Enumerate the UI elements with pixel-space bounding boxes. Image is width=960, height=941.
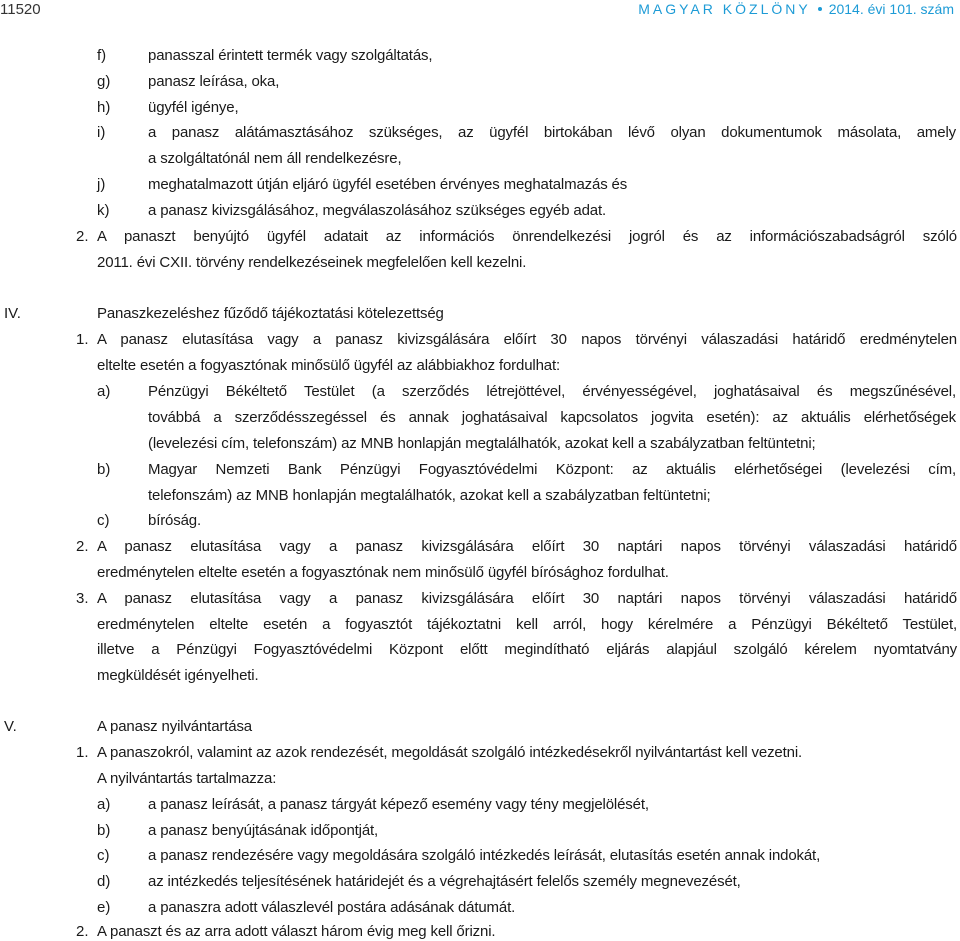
item-label: f) xyxy=(97,47,107,64)
item-text: a panasz alátámasztásához szükséges, az ügyfél birtokában lévő olyan dokumentumok másolata, amely xyxy=(148,124,956,141)
paragraph-text: eredménytelen eltelte esetén a fogyasztót tájékoztatni kell arról, hogy kérelmére a Pénzügyi Békéltető Testület, xyxy=(97,616,957,633)
page-number: 11520 xyxy=(0,1,41,18)
item-text: panasz leírása, oka, xyxy=(148,73,280,90)
paragraph-text: illetve a Pénzügyi Fogyasztóvédelmi Központ előtt megindítható eljárás alapjául szolgáló kérelem nyomtatvány xyxy=(97,641,957,658)
item-label: b) xyxy=(97,822,111,839)
section-heading: Panaszkezeléshez fűződő tájékoztatási kötelezettség xyxy=(97,305,444,322)
item-text: ügyfél igénye, xyxy=(148,99,239,116)
item-text: az intézkedés teljesítésének határidejét és a végrehajtásért felelős személy megnevezését, xyxy=(148,873,741,890)
item-text: a panaszra adott válaszlevél postára adásának dátumát. xyxy=(148,899,516,916)
item-label: c) xyxy=(97,847,110,864)
item-label: g) xyxy=(97,73,111,90)
item-text: (levelezési cím, telefonszám) az MNB honlapján megtalálhatók, azokat kell a szabályzatban feltüntetni; xyxy=(148,435,816,452)
item-text: a panasz benyújtásának időpontját, xyxy=(148,822,379,839)
item-label: d) xyxy=(97,873,111,890)
paragraph-number: 3. xyxy=(76,590,89,607)
item-text: panasszal érintett termék vagy szolgáltatás, xyxy=(148,47,433,64)
section-heading: A panasz nyilvántartása xyxy=(97,718,252,735)
paragraph-number: 2. xyxy=(76,228,89,245)
paragraph-text: eltelte esetén a fogyasztónak minősülő ügyfél az alábbiakhoz fordulhat: xyxy=(97,357,560,374)
paragraph-text: A panasz elutasítása vagy a panasz kivizsgálására előírt 30 naptári napos törvényi válaszadási határidő xyxy=(97,590,957,607)
item-text: Pénzügyi Békéltető Testület (a szerződés létrejöttével, érvényességével, joghatásaival és megszűnésével, xyxy=(148,383,956,400)
section-numeral: V. xyxy=(4,718,17,735)
item-label: h) xyxy=(97,99,111,116)
item-label: i) xyxy=(97,124,106,141)
item-label: c) xyxy=(97,512,110,529)
item-label: k) xyxy=(97,202,110,219)
item-label: a) xyxy=(97,796,111,813)
paragraph-text: A panasz elutasítása vagy a panasz kivizsgálására előírt 30 naptári napos törvényi válaszadási határidő xyxy=(97,538,957,555)
item-label: b) xyxy=(97,461,111,478)
paragraph-text: A panaszt és az arra adott választ három évig meg kell őrizni. xyxy=(97,923,496,940)
item-label: j) xyxy=(97,176,106,193)
paragraph-text: A nyilvántartás tartalmazza: xyxy=(97,770,277,787)
section-numeral: IV. xyxy=(4,305,21,322)
item-text: bíróság. xyxy=(148,512,201,529)
paragraph-text: A panaszokról, valamint az azok rendezését, megoldását szolgáló intézkedésekről nyilvántartást kell vezetni. xyxy=(97,744,803,761)
paragraph-text: megküldését igényelheti. xyxy=(97,667,259,684)
issue-number: 2014. évi 101. szám xyxy=(828,1,954,17)
paragraph-number: 2. xyxy=(76,538,89,555)
item-text: továbbá a szerződésszegéssel és annak joghatásaival kapcsolatos jogvita esetén): az aktuális elérhetőségek xyxy=(148,409,956,426)
paragraph-number: 1. xyxy=(76,744,89,761)
paragraph-text: 2011. évi CXII. törvény rendelkezéseinek megfelelően kell kezelni. xyxy=(97,254,527,271)
item-text: a panasz leírását, a panasz tárgyát képező esemény vagy tény megjelölését, xyxy=(148,796,649,813)
page-header xyxy=(0,0,960,22)
item-label: e) xyxy=(97,899,111,916)
item-text: a szolgáltatónál nem áll rendelkezésre, xyxy=(148,150,402,167)
paragraph-number: 2. xyxy=(76,923,89,940)
paragraph-number: 1. xyxy=(76,331,89,348)
journal-masthead xyxy=(638,1,954,17)
bullet-separator-icon xyxy=(818,7,822,11)
paragraph-text: A panasz elutasítása vagy a panasz kivizsgálására előírt 30 napos törvényi válaszadási határidő eredménytelen xyxy=(97,331,957,348)
journal-title: MAGYAR KÖZLÖNY xyxy=(638,1,811,17)
item-text: a panasz rendezésére vagy megoldására szolgáló intézkedés leírását, elutasítás esetén annak indokát, xyxy=(148,847,821,864)
item-text: a panasz kivizsgálásához, megválaszolásához szükséges egyéb adat. xyxy=(148,202,607,219)
item-text: telefonszám) az MNB honlapján megtalálhatók, azokat kell a szabályzatban feltüntetni; xyxy=(148,487,711,504)
item-label: a) xyxy=(97,383,111,400)
paragraph-text: A panaszt benyújtó ügyfél adatait az információs önrendelkezési jogról és az információszabadságról szóló xyxy=(97,228,957,245)
item-text: Magyar Nemzeti Bank Pénzügyi Fogyasztóvédelmi Központ: az aktuális elérhetőségei (levelezési cím, xyxy=(148,461,956,478)
item-text: meghatalmazott útján eljáró ügyfél esetében érvényes meghatalmazás és xyxy=(148,176,628,193)
paragraph-text: eredménytelen eltelte esetén a fogyasztónak nem minősülő ügyfél bírósághoz fordulhat. xyxy=(97,564,669,581)
